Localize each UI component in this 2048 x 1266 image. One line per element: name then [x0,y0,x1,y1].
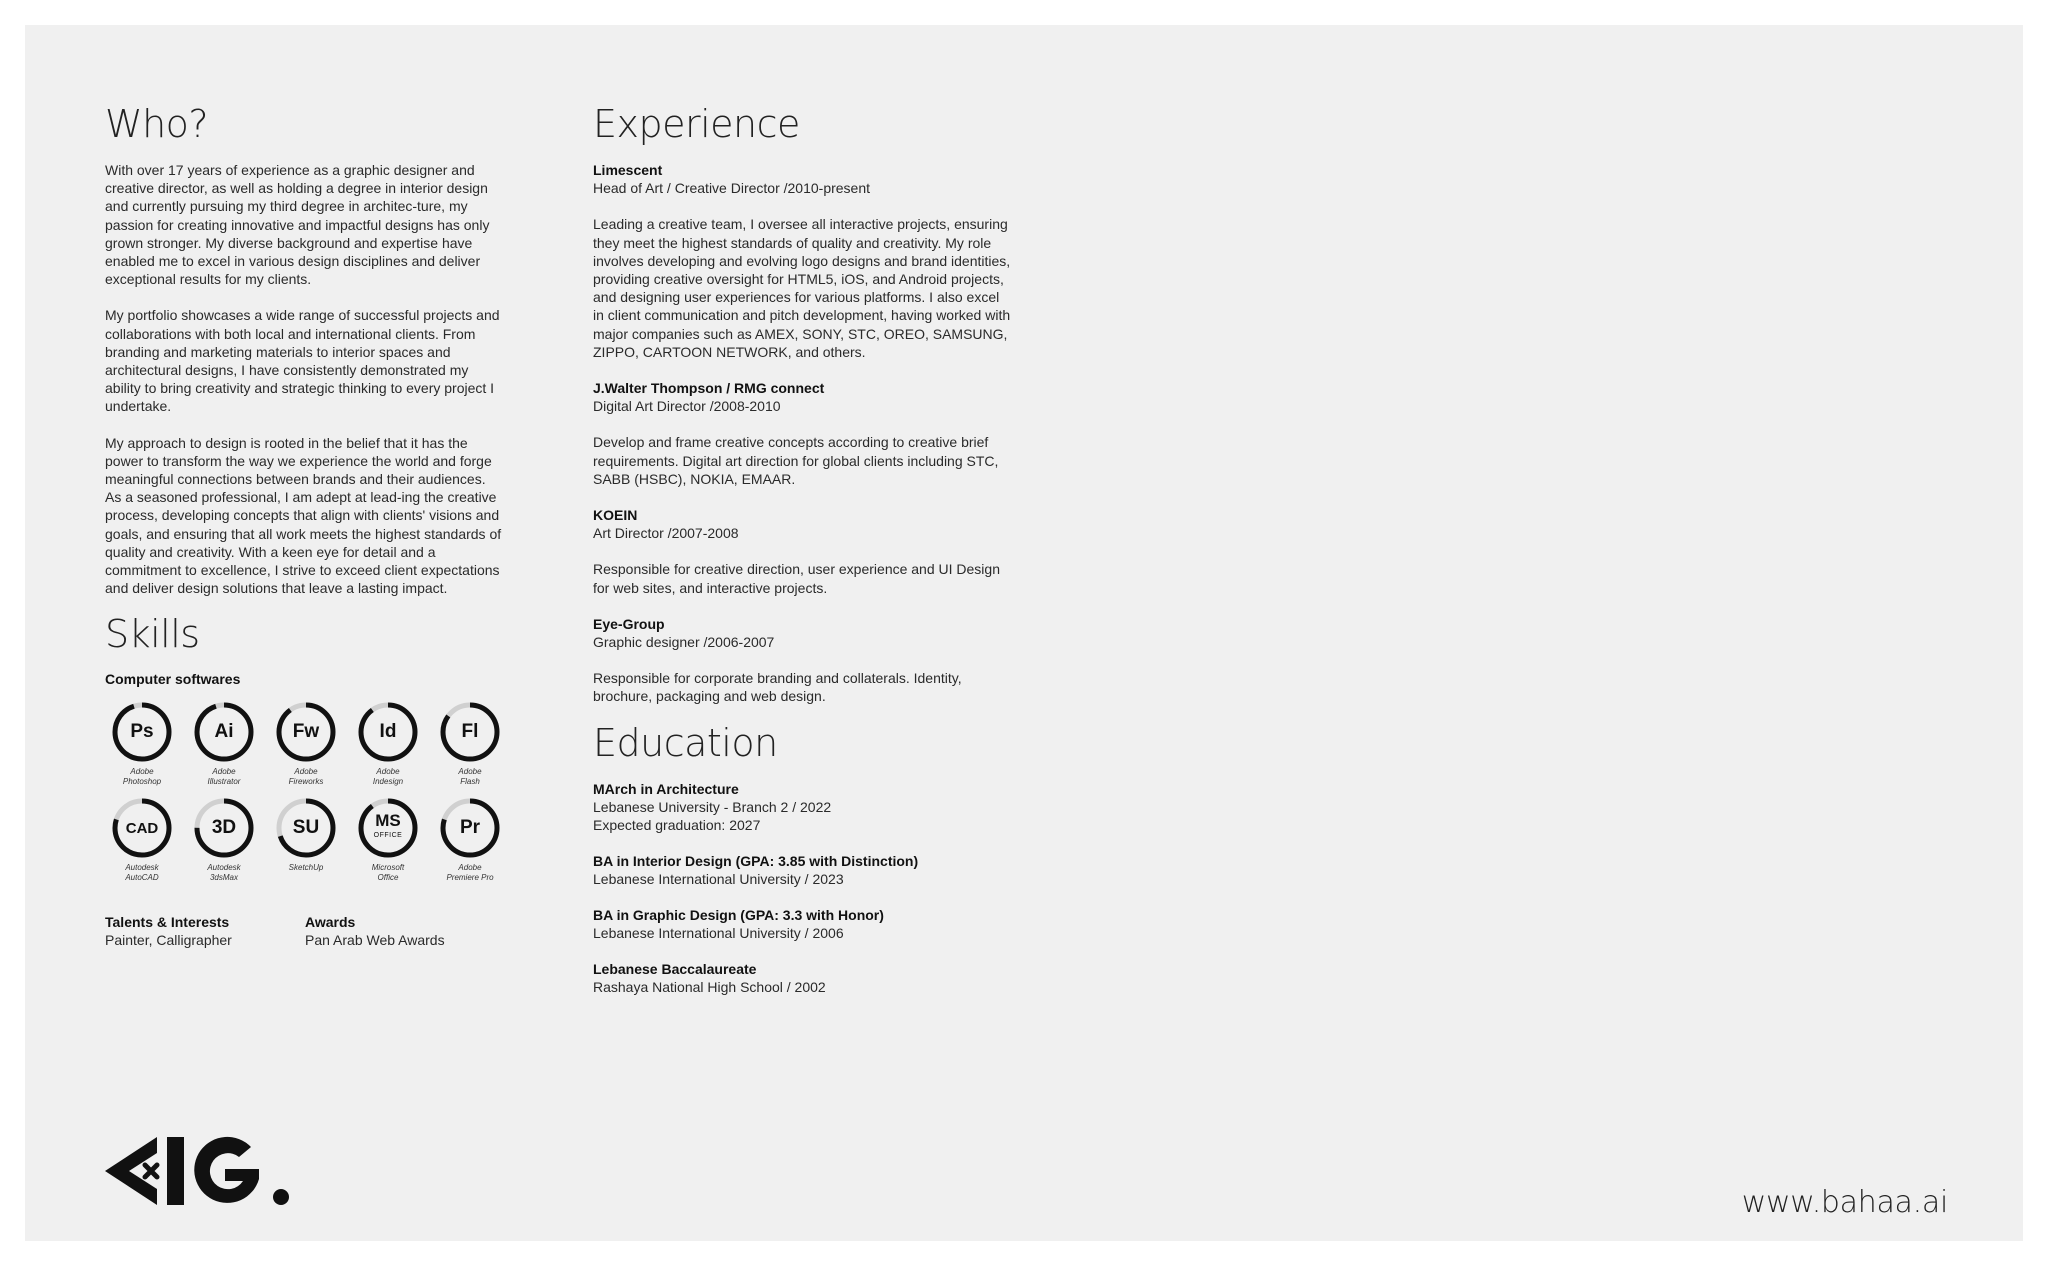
education-line: Lebanese International University / 2006 [593,924,844,941]
talents-title: Talents & Interests [105,914,230,931]
education-title: Education [593,720,778,765]
talents-block [105,913,305,949]
autocad-icon [111,797,173,859]
fireworks-icon [275,701,337,763]
software-item [101,701,183,787]
software-caption: Autodesk 3dsMax [207,863,241,883]
awards-text: Pan Arab Web Awards [305,932,445,949]
software-abbr: 3D [211,817,237,839]
job-company: Eye-Group [593,615,665,632]
education-degree: BA in Graphic Design (GPA: 3.3 with Honor) [593,906,884,923]
indesign-icon [357,701,419,763]
software-item [101,797,183,883]
software-subtitle: Computer softwares [105,671,241,688]
job-description: Responsible for corporate branding and collaterals. Identity, brochure, packaging and web design. [593,670,962,705]
software-caption: Microsoft Office [371,863,405,883]
resume-sheet [25,25,2023,1241]
education-entry [593,852,1013,888]
software-item [429,701,511,787]
illustrator-icon [193,701,255,763]
education-line: Lebanese University - Branch 2 / 2022 [593,798,832,815]
job-role: Digital Art Director /2008-2010 [593,398,781,415]
software-abbr: Pr [459,817,481,839]
education-line: Expected graduation: 2027 [593,816,761,833]
software-caption: SketchUp [288,863,324,873]
3dsmax-icon [193,797,255,859]
software-abbr: MS OFFICE [373,811,403,840]
software-item [183,797,265,883]
premiere-icon [439,797,501,859]
software-caption: Adobe Photoshop [122,767,162,787]
job-description: Responsible for creative direction, user experience and UI Design for web sites, and interactive projects. [593,561,1000,596]
job-entry [593,615,1013,651]
software-item [429,797,511,883]
software-caption: Adobe Flash [458,767,482,787]
who-paragraph: With over 17 years of experience as a graphic designer and creative director, as well as holding a degree in interior design and currently pursuing my third degree in architec-ture, my passion for creating innovative and impactful designs has only grown stronger. My diverse background and expertise have enabled me to excel in various design disciplines and deliver exceptional results for my clients. [105,162,490,288]
job-role: Head of Art / Creative Director /2010-present [593,180,871,197]
education-line: Rashaya National High School / 2002 [593,978,826,995]
job-company: Limescent [593,162,663,178]
software-caption: Adobe Premiere Pro [446,863,494,883]
job-entry [593,379,1013,415]
software-abbr: Ai [214,721,234,743]
software-caption: Autodesk AutoCAD [125,863,159,883]
education-degree: Lebanese Baccalaureate [593,960,757,977]
job-company: J.Walter Thompson / RMG connect [593,380,825,397]
left-column [105,102,505,949]
awards-block [305,913,505,949]
software-caption: Adobe Fireworks [288,767,324,787]
job-company: KOEIN [593,507,638,524]
job-description: Develop and frame creative concepts according to creative brief requirements. Digital art direction for global clients including STC, SABB (HSBC), NOKIA, EMAAR. [593,434,999,487]
software-item [265,701,347,787]
software-item [347,797,429,883]
education-degree: BA in Interior Design (GPA: 3.85 with Distinction) [593,852,919,869]
sketchup-icon [275,797,337,859]
software-item [265,797,347,883]
software-abbr: Id [379,721,397,743]
job-entry [593,506,1013,542]
experience-title: Experience [593,102,800,146]
software-abbr: CAD [125,819,159,837]
middle-column [593,102,1013,1014]
photoshop-icon [111,701,173,763]
software-abbr: Fw [292,721,320,743]
ms-office-icon [357,797,419,859]
talents-text: Painter, Calligrapher [105,932,232,949]
job-entry [593,161,1013,197]
who-paragraph: My approach to design is rooted in the belief that it has the power to transform the way we experience the world and forge meaningful connections between brands and their audiences. As a seasoned professional, I am adept at lead-ing the creative process, developing concepts that align with clients' visions and goals, and ensuring that all work meets the highest standards of quality and creativity. With a keen eye for detail and a commitment to excellence, I strive to exceed client expectations and deliver design solutions that leave a lasting impact. [105,434,502,597]
education-entry [593,906,1013,942]
software-item [183,701,265,787]
awards-title: Awards [305,914,356,931]
who-title: Who? [105,102,209,146]
skills-title: Skills [105,612,200,657]
software-caption: Adobe Illustrator [207,767,241,787]
education-degree: MArch in Architecture [593,780,739,797]
software-caption: Adobe Indesign [372,767,404,787]
brand-logo-icon [105,1135,295,1212]
job-description: Leading a creative team, I oversee all interactive projects, ensuring they meet the highest standards of quality and creativity. My role involves developing and evolving logo designs and brand identities, providing creative oversight for HTML5, iOS, and Android projects, and designing user experiences for various platforms. I also excel in client communication and pitch development, having worked with major companies such as AMEX, SONY, STC, OREO, SAMSUNG, ZIPPO, CARTOON NETWORK, and others. [593,216,1011,360]
software-abbr: SU [292,817,320,839]
job-role: Graphic designer /2006-2007 [593,634,775,651]
education-line: Lebanese International University / 2023 [593,870,844,887]
software-item [347,701,429,787]
education-entry [593,780,1013,834]
software-abbr: Fl [461,721,479,743]
software-grid [101,701,505,883]
flash-icon [439,701,501,763]
who-paragraph: My portfolio showcases a wide range of successful projects and collaborations with both local and international clients. From branding and marketing materials to interior spaces and architectural designs, I have consistently demonstrated my ability to bring creativity and strategic thinking to every project I undertake. [105,307,500,415]
website-link[interactable]: www.bahaa.ai [1741,1185,1948,1220]
talents-awards [105,913,505,949]
job-role: Art Director /2007-2008 [593,525,739,542]
software-abbr: Ps [130,721,154,743]
education-entry [593,960,1013,996]
